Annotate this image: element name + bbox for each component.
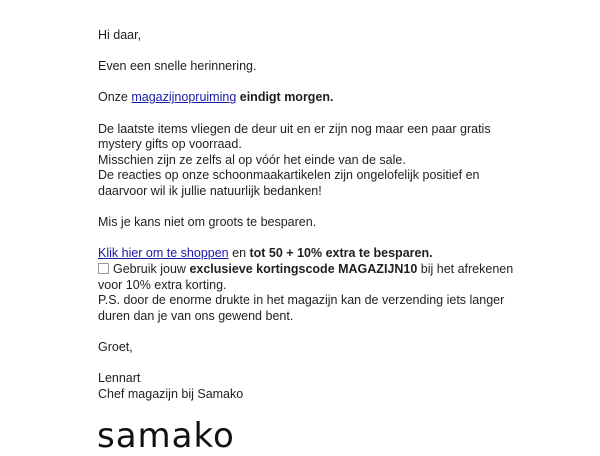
ps-line: duren dan je van ons gewend bent. — [98, 308, 294, 323]
signature-name: Lennart — [98, 371, 141, 386]
dont-miss-text: Mis je kans niet om groots te besparen. — [98, 215, 317, 230]
cta-mid: en — [228, 246, 250, 261]
code-prefix: Gebruik jouw — [113, 261, 190, 276]
discount-code-line2: voor 10% extra korting. — [98, 277, 227, 292]
reminder-text: Even een snelle herinnering. — [98, 59, 257, 74]
samako-logo: samako — [97, 416, 235, 456]
closing: Groet, — [98, 339, 133, 354]
cta-savings-bold: tot 50 + 10% extra te besparen. — [249, 246, 433, 261]
body-line: De reacties op onze schoonmaakartikelen zijn ongelofelijk positief en — [98, 168, 480, 183]
gift-emoji-icon — [98, 263, 109, 274]
body-line: mystery gifts op voorraad. — [98, 137, 242, 152]
body-line: Misschien zijn ze zelfs al op vóór het einde van de sale. — [98, 152, 406, 167]
shop-link[interactable]: Klik hier om te shoppen — [98, 246, 229, 261]
sale-prefix: Onze — [98, 90, 132, 105]
sale-ending-bold: eindigt morgen. — [236, 90, 334, 105]
cta-line — [98, 246, 518, 262]
email-body — [98, 28, 518, 402]
sale-ending-line — [98, 90, 518, 106]
discount-code-bold: exclusieve kortingscode MAGAZIJN10 — [189, 261, 418, 276]
signature-role: Chef magazijn bij Samako — [98, 386, 244, 401]
body-line: De laatste items vliegen de deur uit en er zijn nog maar een paar gratis — [98, 121, 491, 136]
code-suffix: bij het afrekenen — [417, 261, 514, 276]
ps-line: P.S. door de enorme drukte in het magazijn kan de verzending iets langer — [98, 293, 505, 308]
magazijnopruiming-link[interactable]: magazijnopruiming — [131, 90, 237, 105]
discount-code-line — [98, 262, 518, 278]
greeting: Hi daar, — [98, 28, 142, 42]
body-line: daarvoor wil ik jullie natuurlijk bedanken! — [98, 183, 322, 198]
